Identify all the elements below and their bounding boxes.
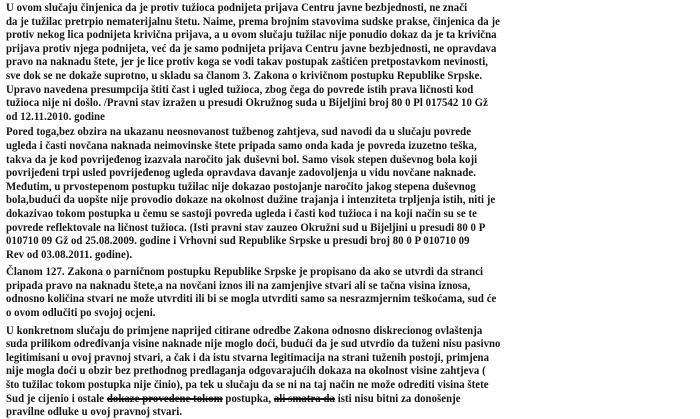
- paragraph-article-127: [6, 265, 694, 319]
- text-line: što tužilac tokom postupka nije činio), pa tek u slučaju da se ni na taj način ne može odrediti visina štete: [6, 378, 489, 392]
- text-line: povrede reflektovale na ličnost tužioca. (Isti pravni stav zauzeo Okružni sud u Bijeljini u presudi 80 0 P: [6, 220, 486, 234]
- text-line: ugleda i časti novčana naknada neimovinske štete pripada samo onda kada je povreda izuzetno teška,: [6, 138, 477, 152]
- text-line: Rev od 03.08.2011. godine).: [6, 247, 133, 261]
- paragraph-presumption: [6, 1, 694, 123]
- paragraph-concrete-case: [6, 324, 694, 419]
- text-line: dokazivao tokom postupka u čemu se sastoji povreda ugleda i časti kod tužioca i na koji način su se te: [6, 206, 477, 220]
- text-line: tužioca nije ni došlo. /Pravni stav izražen u presudi Okružnog suda u Bijeljini broj 80 0 Pl 017542 10 Gž: [6, 96, 488, 110]
- text-segment: postupka,: [222, 391, 274, 405]
- text-line: pripada pravo na naknadu štete,a na novčani iznos ili na zamjenjive stvari ali se tačna visina iznosa,: [6, 278, 471, 292]
- text-segment: Sud je cijenio i ostale: [6, 391, 107, 405]
- text-line: legitimisani u ovoj pravnoj stvari, a čak i da istu stvarna legitimacija na strani tuženih postoji, primjena: [6, 350, 490, 364]
- paragraph-compensation: [6, 125, 694, 261]
- struck-text: dokaze provedene tokom: [106, 391, 223, 405]
- text-line: Upravo navedena presumpcija štiti čast i ugled tužioca, zbog čega do povrede istih prava ličnosti kod: [6, 82, 474, 96]
- text-line: bola,budući da uopšte nije provodio dokaze na okolnost dužine trajanja i intenziteta trpljenja istih, niti je: [6, 193, 496, 207]
- text-line: Pored toga,bez obzira na ukazanu neosnovanost tužbenog zahtjeva, sud navodi da u slučaju povrede: [6, 125, 472, 139]
- text-line: sve dok se ne dokaže suprotno, u skladu sa članom 3. Zakona o krivičnom postupku Republike Srpske.: [6, 68, 483, 82]
- text-line: nije mogla doći u obzir bez prethodnog predlaganja odgovarajućih dokaza na okolnost visine zahtjeva (: [6, 364, 486, 378]
- text-line: odnosno količina stvari ne može utvrditi ili bi se mogla utvrditi samo sa nesrazmjernim teškoćama, sud će: [6, 292, 497, 306]
- text-line: povrijeđeni trpi usled povrijeđenog ugleda opravdava davanje zadovoljenja u vidu novčane naknade.: [6, 166, 476, 180]
- text-line: U konkretnom slučaju do primjene naprijed citirane odredbe Zakona odnosno diskrecionog ovlaštenja: [6, 323, 483, 337]
- text-line: Međutim, u prvostepenom postupku tužilac nije dokazao postojanje naročito jakog stepena duševnog: [6, 179, 476, 193]
- text-line: U ovom slučaju činjenica da je protiv tužioca podnijeta prijava Centru javne bezbjednosti, ne znači: [6, 1, 468, 14]
- text-line: protiv nekog lica podnijeta krivična prijava, a u ovom slučaju tužilac nije ponudio dokaz da je ta krivična: [6, 28, 497, 42]
- text-line: da je tužilac pretrpio nematerijalnu štetu. Naime, prema brojnim stavovima sudske prakse, činjenica da je: [6, 14, 500, 28]
- text-line: 010710 09 Gž od 25.08.2009. godine i Vrhovni sud Republike Srpske u presudi broj 80 0 P 010710 09: [6, 234, 470, 248]
- text-line: o ovom odlučiti po svojoj ocjeni.: [6, 306, 156, 320]
- struck-text: ali smatra da: [273, 391, 335, 405]
- text-segment: isti nisu bitni za donošenje: [334, 391, 461, 405]
- text-line: Članom 127. Zakona o parničnom postupku Republike Srpske je propisano da ako se utvrdi da stranci: [6, 265, 484, 279]
- text-line: pravilne odluke u ovoj pravnoj stvari.: [6, 405, 183, 419]
- text-line: takva da je kod povrijeđenog izazvala naročito jak duševni bol. Samo visok stepen duševnog bola koji: [6, 152, 478, 166]
- text-line: pravo na naknadu štete, jer je lice protiv koga se vodi takav postupak zaštićen pretpostavkom nevinosti,: [6, 55, 488, 69]
- text-line: prijava protiv njega podnijeta, već da je samo podnijeta prijava Centru javne bezbjednosti, ne opravdava: [6, 41, 497, 55]
- text-line: od 12.11.2010. godine: [6, 109, 105, 123]
- text-line: suda prilikom određivanja visine naknade nije moglo doći, budući da je sud utvrdio da tuženi nisu pasivno: [6, 337, 501, 351]
- text-line-with-strikethrough: [6, 392, 646, 406]
